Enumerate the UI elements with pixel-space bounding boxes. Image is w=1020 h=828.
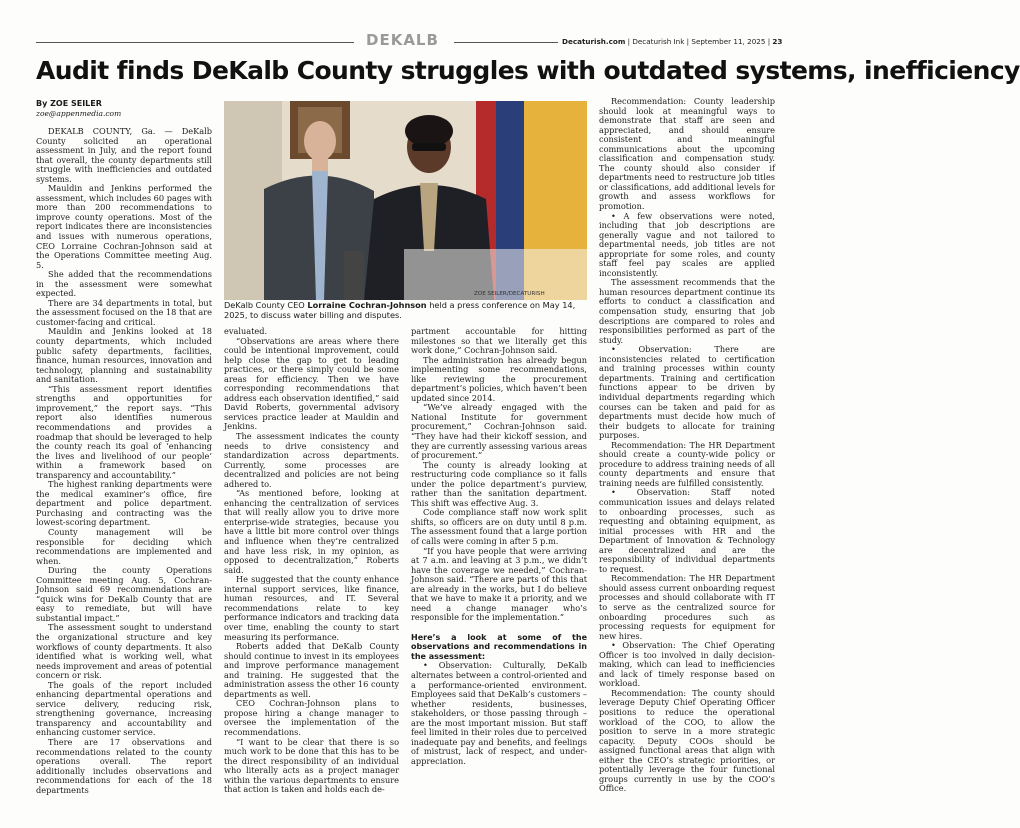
assessment-subheading: Here’s a look at some of the observations and recommendations in the assessment: — [411, 632, 587, 661]
article-paragraph: CEO Cochran-Johnson plans to propose hiring a change manager to oversee the implementation of the recommendations. — [224, 698, 399, 737]
article-paragraph: DEKALB COUNTY, Ga. — DeKalb County solicited an operational assessment in July, and the report found that overall, the county departments still struggle with inefficiencies and outdated systems. — [36, 126, 212, 184]
article-paragraph: partment accountable for hitting milestones so that we literally get this work done,” Cochran-Johnson said. — [411, 326, 587, 356]
article-paragraph: The assessment sought to understand the organizational structure and key workflows of county departments. It also identified what is working well, what needs improvement and areas of potential concern or risk. — [36, 622, 212, 681]
byline-prefix: By — [36, 99, 51, 108]
byline — [36, 99, 102, 108]
article-paragraph: During the county Operations Committee meeting Aug. 5, Cochran-Johnson said 69 recommendations are “quick wins for DeKalb County that are easy to remediate, but will have substantial impact.” — [36, 565, 212, 623]
article-paragraph: • A few observations were noted, including that job descriptions are generally vague and not tailored to departmental needs, job titles are not appropriate for some roles, and county staff feel pay scales are applied inconsistently. — [599, 210, 775, 278]
article-paragraph: The highest ranking departments were the medical examiner’s office, fire department and police department. Purchasing and contracting was the lowest-scoring department. — [36, 479, 212, 528]
article-column-4 — [599, 97, 775, 792]
section-label: DEKALB — [366, 31, 439, 49]
page-folio — [36, 31, 783, 49]
article-column-2 — [224, 326, 399, 795]
article-paragraph: • Observation: Staff noted communication issues and delays related to onboarding processes, such as requesting and obtaining equipment, as initial processes with HR and the Department of Innovation & Technology are decentralized and are the responsibility of individual departments to request. — [599, 487, 775, 574]
article-paragraph: County management will be responsible for deciding which recommendations are implemented and when. — [36, 526, 212, 566]
folio-page-number: 23 — [772, 37, 783, 46]
article-paragraph: Code compliance staff now work split shifts, so officers are on duty until 8 p.m. The assessment found that a large portion of calls were coming in after 5 p.m. — [411, 507, 587, 547]
article-paragraph: There are 17 observations and recommendations related to the county operations overall. The report additionally includes observations and recommendations for each of the 18 departments — [36, 737, 212, 795]
headline: Audit finds DeKalb County struggles with outdated systems, inefficiency — [36, 56, 1020, 85]
byline-author: ZOE SEILER — [50, 99, 102, 108]
author-email: zoe@appenmedia.com — [36, 109, 122, 118]
folio-site: Decaturish.com — [562, 37, 626, 46]
article-paragraph: “I want to be clear that there is so much work to be done that this has to be the direct responsibility of an individual who literally acts as a project manager within the various departments to ensure that action is taken and holds each de- — [224, 736, 399, 795]
article-paragraph: • Observation: The Chief Operating Officer is too involved in daily decision-making, which can lead to inefficiencies and lack of timely response based on workload. — [599, 640, 775, 689]
photo-credit: ZOE SEILER/DECATURISH — [474, 291, 545, 297]
article-paragraph: evaluated. — [224, 326, 268, 336]
photo-caption — [224, 300, 590, 320]
article-paragraph: Recommendation: The county should leverage Deputy Chief Operating Officer positions to reduce the operational workload of the COO, to allow the position to serve in a more strategic capacity. Deputy COOs should be assigned functional areas that align with either the CEO’s strategic priorities, or potentially leverage the four functional groups currently in use by the COO’s Office. — [599, 687, 775, 794]
article-paragraph: Roberts added that DeKalb County should continue to invest in its employees and improve performance management and training. He suggested that the administration assess the other 16 county departments as well. — [224, 641, 399, 699]
article-paragraph: Recommendation: The HR Department should create a county-wide policy or procedure to address training needs of all county departments and ensure that training needs are fulfilled consistently. — [599, 439, 775, 488]
article-paragraph: “As mentioned before, looking at enhancing the centralization of services that will really allow you to drive more enterprise-wide strategies, because you have a little bit more control over things and influence when they’re centralized and have less risk, in my opinion, as opposed to decentralization,” Roberts said. — [224, 488, 399, 575]
article-paragraph: The goals of the report included enhancing departmental operations and service delivery, reducing risk, strengthening governance, increasing transparency and accountability and enhancing customer service. — [36, 679, 212, 738]
caption-text: held a press conference on May 14, 2025, to discuss water billing and disputes. — [224, 300, 576, 320]
article-paragraph: The assessment indicates the county needs to drive consistency and standardization across departments. Currently, some processes are decentralized and policies are not being adhered to. — [224, 431, 399, 489]
article-paragraph: He suggested that the county enhance internal support services, like finance, human resources, and IT. Several recommendations relate to key performance indicators and tracking data over time, enabling the county to start measuring its performance. — [224, 574, 399, 642]
caption-text: DeKalb County CEO — [224, 300, 308, 310]
article-paragraph: • Observation: There are inconsistencies related to certification and training processes within county departments. Training and certification functions appear to be driven by individual departments regarding which courses can be taken and paid for as departments must decide how much of their budgets to allocate for training purposes. — [599, 344, 775, 441]
article-paragraph: “If you have people that were arriving at 7 a.m. and leaving at 3 p.m., we didn’t have the coverage we needed,” Cochran-Johnson said. “There are parts of this that are already in the works, but I do believe that we have to make it a priority, and we need a change manager who’s responsible for the implementation.” — [411, 545, 587, 623]
article-paragraph: “This assessment report identifies strengths and opportunities for improvement,” the report says. “This report also identifies numerous recommendations and provides a roadmap that should be leveraged to help the county reach its goal of ‘enhancing the lives and livelihood of our people’ within a framework based on transparency and accountability.” — [36, 383, 212, 480]
article-paragraph: There are 34 departments in total, but the assessment focused on the 18 that are customer-facing and critical. — [36, 297, 212, 327]
article-paragraph: • Observation: Culturally, DeKalb alternates between a control-oriented and a performance-oriented environment. Employees said that DeKalb’s customers – whether residents, businesses, stakeholders, or those passing through – are the most important mission. But staff feel limited in their roles due to perceived inadequate pay and benefits, and feelings of mistrust, lack of respect, and under-appreciation. — [411, 660, 587, 766]
article-paragraph: The administration has already begun implementing some recommendations, like reviewing the procurement department’s policies, which haven’t been updated since 2014. — [411, 354, 587, 403]
folio-rule-left — [36, 42, 354, 43]
article-paragraph: “We’ve already engaged with the National Institute for government procurement,” Cochran-Johnson said. “They have had their kickoff session, and they are currently assessing various areas of procurement.” — [411, 402, 587, 461]
article-paragraph: Mauldin and Jenkins performed the assessment, which includes 60 pages with more than 200 recommendations to improve county operations. Most of the report indicates there are inconsistencies and issues with numerous operations, CEO Lorraine Cochran-Johnson said at the Operations Committee meeting Aug. 5. — [36, 183, 212, 270]
article-paragraph: Recommendation: The HR Department should assess current onboarding request processes and should collaborate with IT to serve as the centralized source for onboarding procedures such as processing requests for equipment for new hires. — [599, 573, 775, 641]
article-paragraph: Recommendation: County leadership should look at meaningful ways to demonstrate that staff are seen and appreciated, and should ensure consistent and meaningful communications about the upcoming classification and compensation study. The county should also consider if departments need to restructure job titles or classifications, add additional levels for growth and assess workflows for promotion. — [599, 96, 775, 212]
article-paragraph: The county is already looking at restructuring code compliance so it falls under the police department’s purview, rather than the sanitation department. This shift was effective Aug. 3. — [411, 459, 587, 508]
folio-rule-right — [454, 42, 558, 43]
folio-date: September 11, 2025 — [691, 37, 766, 46]
article-column-3 — [411, 327, 587, 792]
caption-name: Lorraine Cochran-Johnson — [307, 300, 427, 310]
article-paragraph: Mauldin and Jenkins looked at 18 county departments, which included public safety departments, facilities, finance, human resources, innovation and technology, planning and sustainability and sanitation. — [36, 326, 212, 385]
folio-publication: Decaturish Ink — [632, 37, 685, 46]
press-conference-photo — [224, 101, 587, 300]
article-paragraph: She added that the recommendations in the assessment were somewhat expected. — [36, 269, 212, 299]
article-column-1 — [36, 126, 212, 795]
article-paragraph: “Observations are areas where there could be intentional improvement, could help close the gap to get to leading practices, or there simply could be some areas for efficiency. Then we have corresponding recommendations that address each observation identified,” said David Roberts, governmental advisory services practice leader at Mauldin and Jenkins. — [224, 335, 399, 432]
article-paragraph: The assessment recommends that the human resources department continue its efforts to conduct a classification and compensation study, ensuring that job descriptions are compared to roles and responsibilities performed as part of the study. — [599, 277, 775, 345]
press-conference-illustration — [224, 101, 587, 300]
folio-info: Decaturish.com | Decaturish Ink | September 11, 2025 | 23 — [562, 37, 783, 46]
